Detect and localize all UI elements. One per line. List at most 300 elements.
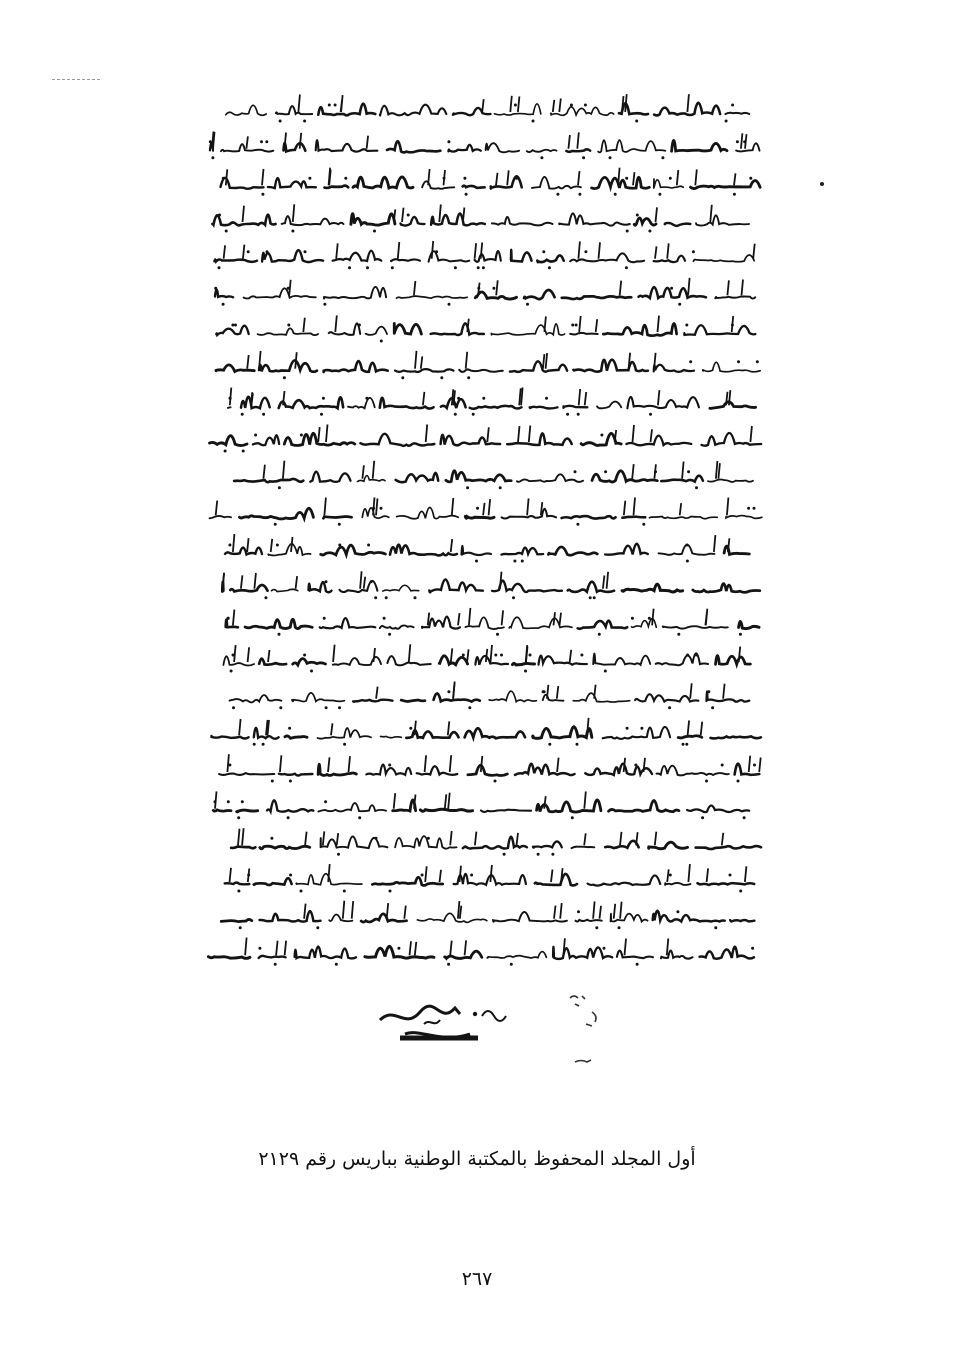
ink-word [515,764,575,775]
ink-dot [743,816,746,819]
ink-dot [241,800,244,803]
ink-word [562,296,631,299]
ink-dot [324,800,327,803]
ink-dot [686,560,689,563]
ink-word [213,810,231,811]
ink-word [605,544,648,555]
ink-word [329,914,352,921]
ink-word [390,545,457,556]
ink-ascender [465,940,467,955]
ink-dot [494,654,497,657]
ink-ascender [718,463,720,479]
ink-dot [271,780,274,783]
ink-word [532,177,581,189]
ink-word [258,328,319,335]
manuscript-line [210,425,762,453]
ink-dot [598,633,601,636]
ink-ascender [682,462,684,479]
ink-dot [242,450,245,453]
ink-dot [224,450,227,453]
ink-ascender [233,534,235,552]
ink-word [465,516,494,518]
ink-dot [689,360,692,363]
ink-ascender [243,206,245,222]
ink-word [661,951,693,959]
ink-ascender [466,352,468,369]
ink-word [597,402,621,409]
ink-ascender [584,792,586,809]
ink-word [635,694,698,701]
ink-dot [247,874,250,877]
ink-word [502,548,544,555]
ink-dot [669,177,672,180]
ink-dot [388,633,391,636]
ink-dot [514,104,517,107]
ink-ascender [716,461,718,479]
ink-word [262,250,323,262]
ink-ascender [632,464,634,479]
ink-dot [401,376,404,379]
ink-ascender [305,832,307,846]
ink-dot [685,743,688,746]
ink-dot [751,947,754,950]
ink-word [441,435,501,446]
ink-ascender [489,499,491,515]
ink-ascender [360,571,362,588]
ink-word [284,143,306,151]
ink-ascender [559,99,561,113]
ink-word [268,544,310,556]
ink-word [654,256,685,262]
ink-dot [510,963,513,966]
ink-word [493,912,567,922]
ink-dot [701,816,704,819]
ink-word [654,365,694,372]
ink-word [592,177,650,188]
manuscript-line [228,388,756,416]
ink-word [465,728,525,738]
ink-dot [475,560,478,563]
ink-word [559,213,630,225]
ink-ascender [614,904,616,919]
ink-dot [571,324,574,327]
ink-ascender [475,243,477,259]
ink-dot [287,816,290,819]
ink-ascender [402,208,404,222]
ink-word [268,178,316,188]
ink-ascender [680,503,682,515]
ink-ascender [607,572,609,589]
ink-dot [578,193,581,196]
ink-ascender [658,390,660,405]
ink-ascender [599,242,601,258]
ink-dot [447,140,450,143]
ink-dot [711,706,714,709]
ink-dot [253,743,256,746]
ink-word [573,360,648,372]
ink-ascender [349,756,351,772]
ink-word [585,764,652,775]
ink-word [492,581,562,592]
ink-dot [308,177,311,180]
ink-word [603,727,670,739]
ink-ascender [487,427,489,442]
ink-dot [631,617,634,620]
ink-ascender [451,648,453,662]
ink-ascender [326,425,328,443]
ink-ascender [246,136,248,148]
ink-dot [580,654,583,657]
manuscript-line [212,718,761,746]
ink-dot [375,837,378,840]
ink-ascender [425,866,427,882]
ink-word [223,656,254,665]
ink-dot [338,544,341,547]
ink-ascender [579,389,581,405]
ink-ascender [432,241,434,259]
ink-ascender [283,461,285,479]
ink-ascender [585,392,587,405]
ink-ascender [247,538,249,552]
ink-dot [322,397,325,400]
ink-ascender [491,645,493,662]
ink-dot [391,266,394,269]
manuscript-line [230,682,750,710]
ink-dot [625,266,628,269]
ink-word [716,656,751,665]
ink-ascender [226,169,228,185]
ink-ascender [410,941,412,955]
ink-ascender [423,392,425,405]
ink-dot [677,633,680,636]
ink-dot [468,706,471,709]
ink-word [535,874,577,885]
manuscript-handwriting [200,92,770,972]
ink-ascender [364,577,366,589]
ink-dot [540,156,543,159]
ink-dot [374,596,377,599]
ink-ascender [376,687,378,699]
ink-ascender [753,244,755,259]
ink-ascender [554,906,556,919]
ink-dot [577,413,580,416]
ink-ascender [688,864,690,882]
manuscript-line [226,608,759,636]
ink-word [698,883,755,885]
ink-dot [729,874,732,877]
ink-ascender [343,901,345,919]
ink-ascender [215,791,217,808]
ink-word [693,255,754,262]
ink-word [309,582,332,592]
ink-ascender [303,318,305,332]
ink-word [470,406,522,409]
ink-word [592,471,657,482]
ink-dot [348,266,351,269]
ink-word [348,398,375,408]
ink-dot [626,230,629,233]
ink-dot [576,523,579,526]
ink-ascender [596,319,598,332]
ink-ascender [481,756,483,772]
ink-ascender [620,902,622,919]
ink-dot [358,324,361,327]
ink-word [593,654,650,665]
ink-ascender [483,503,485,516]
ink-ascender [374,648,376,662]
ink-dot [239,926,242,929]
ink-ascender [554,612,556,625]
ink-word [725,113,749,114]
manuscript-line [225,534,749,562]
ink-ascender [452,498,454,515]
ink-dot [287,324,290,327]
ink-ascender [500,572,502,589]
ink-word [228,407,231,408]
ink-ascender [298,95,300,113]
ink-ascender [655,832,657,846]
manuscript-line [210,497,762,525]
ink-ascender [421,356,423,368]
ink-dot [440,376,443,379]
ink-word [387,141,440,152]
ink-ascender [241,575,243,588]
ink-ascender [439,204,441,222]
ink-word [429,251,470,262]
ink-ascender [304,904,306,919]
ink-word [279,397,343,408]
ink-speck [820,182,824,186]
ink-word [656,653,708,665]
ink-word [703,362,761,372]
ink-word [537,800,601,812]
ink-ascender [658,316,660,332]
ink-word [259,360,317,371]
ink-ascender [517,833,519,845]
ink-dot [254,434,257,437]
ink-word [267,800,313,811]
ink-dot [556,193,559,196]
ink-ascender [723,684,725,699]
ink-ascender [224,245,226,258]
ink-dot [230,670,233,673]
ink-ascender [734,173,736,185]
ink-word [726,516,762,519]
ink-word [507,433,572,445]
ink-ascender [557,686,559,699]
ink-dot [300,890,303,893]
manuscript-line [221,901,754,930]
ink-ascender [688,278,690,296]
ink-word [609,800,679,811]
ink-word [380,625,414,628]
ink-word [329,323,361,335]
ink-dot [258,947,261,950]
ink-dot [261,193,264,196]
ink-dot [337,853,340,856]
ink-word [397,507,458,518]
ink-ascender [593,901,595,918]
ink-word [605,841,638,848]
ink-dot [335,963,338,966]
ink-ascender [727,498,729,516]
ink-word [509,617,572,628]
manuscript-line [222,571,759,599]
ink-ascender [496,280,498,295]
ink-word [245,619,312,628]
ink-ascender [578,171,580,185]
ink-word [208,957,250,959]
manuscript-line [219,754,761,782]
ink-word [672,140,727,151]
ink-dot [462,654,465,657]
ink-dot [241,413,244,416]
ink-ascender [620,281,622,296]
ink-word [353,177,413,188]
ink-ascender [667,243,669,258]
ink-ascender [553,100,555,112]
ink-ascender [652,609,654,626]
manuscript-line [216,315,755,342]
ink-dot [265,140,268,143]
ink-dot [262,413,265,416]
ink-ascender [701,722,703,736]
ink-dot [397,947,400,950]
ink-word [537,255,563,262]
ink-ascender [510,96,512,112]
ink-word [259,659,286,665]
ink-word [617,951,653,959]
ink-ascender [722,833,724,846]
ink-word [653,911,725,922]
ink-ascender [362,465,364,478]
ink-word [696,846,761,849]
ink-word [533,727,592,739]
ink-ascender [409,644,411,662]
ink-ascender [276,941,278,956]
ink-dot [636,214,639,217]
ink-dot [278,633,281,636]
ink-ascender [667,939,669,956]
ink-dot [214,287,217,290]
ink-dot [482,266,485,269]
ink-dot [669,874,672,877]
page-number: ٢٦٧ [461,1268,493,1290]
ink-word [431,323,484,335]
ink-ascender [633,172,635,185]
ink-word [548,547,597,555]
ink-word [417,913,487,922]
ink-word [260,846,310,849]
ink-word [434,693,480,701]
ink-word [324,287,386,299]
ink-ascender [216,501,218,516]
ink-dot [604,670,607,673]
manuscript-line [208,938,754,966]
ink-dot [266,250,269,253]
ink-dot [648,230,651,233]
ink-word [395,836,457,848]
ink-word [570,333,598,335]
ink-ascender [450,755,452,772]
ink-dot [228,544,231,547]
ink-ascender [376,499,378,516]
manuscript-line [221,168,761,196]
ink-word [649,517,717,519]
ink-ascender [695,169,697,185]
ink-ascender [263,465,265,479]
ink-word [678,736,702,738]
ink-dot [492,287,495,290]
ink-dot [310,670,313,673]
ink-dot [524,670,527,673]
ink-ascender [450,831,452,845]
ink-dot [477,266,480,269]
ink-word [510,361,567,371]
ink-dot [237,816,240,819]
ink-ascender [245,938,247,956]
ink-ascender [584,833,586,845]
ink-ascender [230,868,232,882]
ink-word [360,434,434,446]
ink-ascender [387,903,389,919]
ink-dot [668,706,671,709]
library-seal-stamp [360,990,630,1080]
ink-word [210,436,248,446]
ink-word [380,105,446,116]
ink-dot [499,486,502,489]
ink-word [240,508,314,519]
ink-dot [731,324,734,327]
manuscript-line [216,351,760,379]
ink-dot [695,654,698,657]
ink-ascender [469,608,471,625]
ink-dot [576,743,579,746]
ink-ascender [233,610,235,626]
ink-word [310,472,350,482]
ink-word [394,324,421,334]
ink-word [539,656,587,665]
ink-word [739,622,759,629]
ink-ascender [634,498,636,516]
ink-dot [566,413,569,416]
ink-dot [454,266,457,269]
ink-dot [496,633,499,636]
ink-ascender [415,351,417,369]
ink-word [226,620,238,628]
ink-ascender [333,645,335,662]
ink-dot [721,764,724,767]
ink-word [210,516,232,518]
ink-ascender [486,649,488,662]
ink-word [462,546,492,555]
manuscript-line [213,791,749,819]
ink-word [533,841,562,847]
ink-word [707,692,750,702]
ink-word [244,288,316,298]
ink-ascender [328,757,330,772]
ink-dot [548,743,551,746]
ink-ascender [453,682,455,699]
ink-ascender [234,645,236,662]
ink-dot [756,360,759,363]
ink-dot [334,104,337,107]
ink-word [318,728,372,739]
ink-ascender [742,280,744,296]
ink-word [465,617,504,629]
ink-ascender [367,136,369,149]
ink-dot [636,963,639,966]
